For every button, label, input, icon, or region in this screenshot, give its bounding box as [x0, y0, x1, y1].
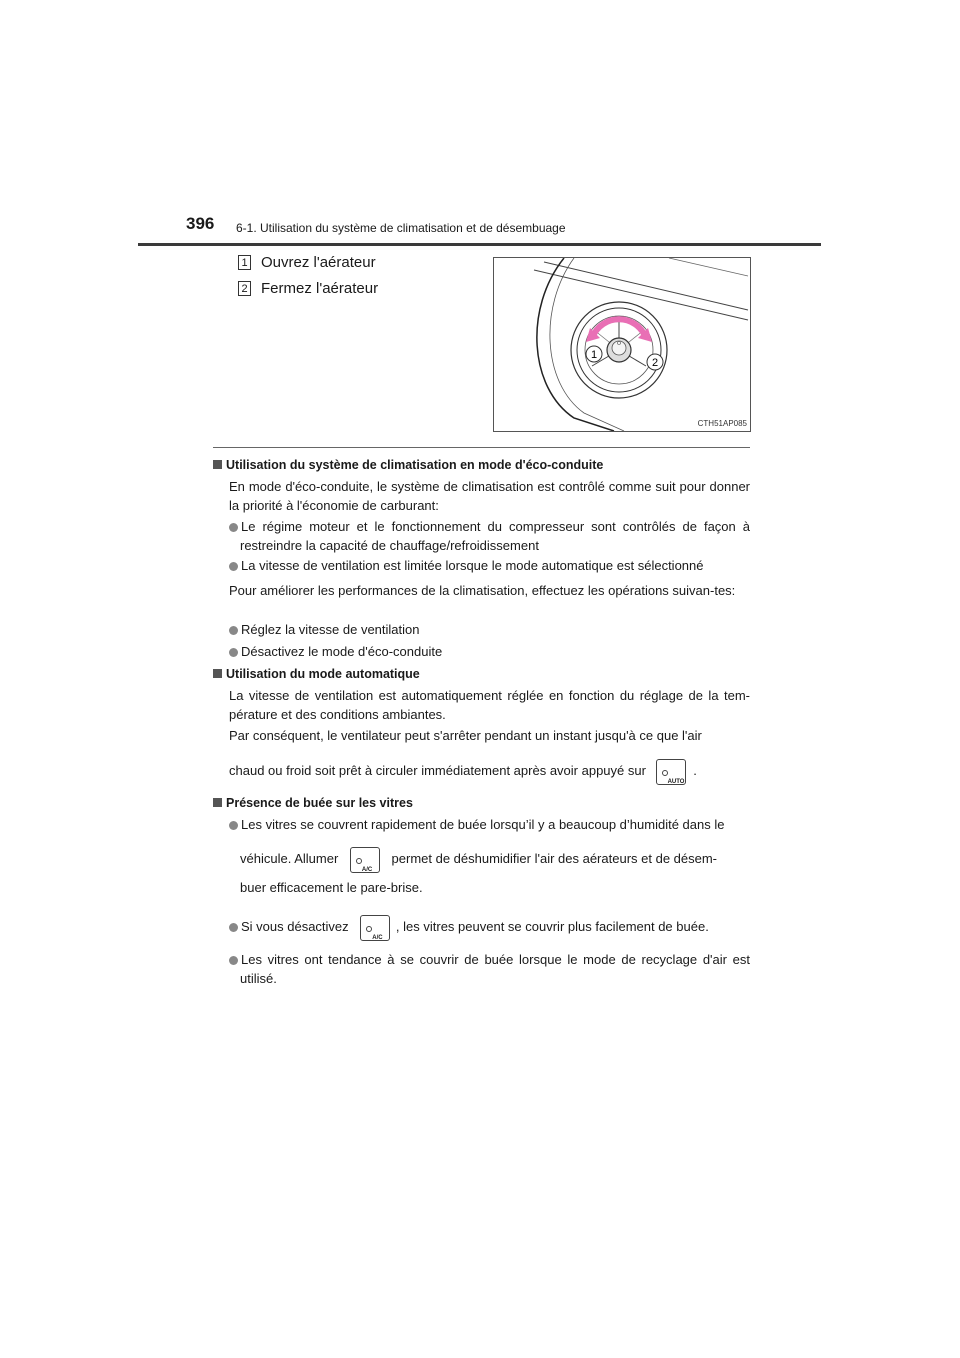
- eco-heading-text: Utilisation du système de climatisation en mode d'éco-conduite: [226, 458, 604, 472]
- eco-intro: En mode d'éco-conduite, le système de climatisation est contrôlé comme suit pour donner la priorité à l'économie de carburant:: [229, 479, 750, 513]
- step-1: [238, 254, 376, 271]
- eco-action-1: Réglez la vitesse de ventilation: [229, 620, 750, 639]
- page-number: 396: [186, 214, 215, 233]
- fog-bullet-1-line-1: Les vitres se couvrent rapidement de buée lorsqu’il y a beaucoup d’humidité dans le: [229, 815, 750, 834]
- step-label: Ouvrez l'aérateur: [261, 254, 376, 271]
- eco-action-2: Désactivez le mode d'éco-conduite: [229, 642, 750, 661]
- step-2: [238, 280, 378, 297]
- auto-button-icon: AUTO: [656, 759, 686, 785]
- fog-heading: [213, 796, 413, 810]
- eco-improve: Pour améliorer les performances de la climatisation, effectuez les opérations suivan-tes:: [229, 583, 736, 598]
- auto-paragraph-2-line-1: Par conséquent, le ventilateur peut s'arrêter pendant un instant jusqu'à ce que l'air: [229, 728, 702, 743]
- square-bullet-icon: [213, 669, 222, 678]
- bullet-dot-icon: [229, 821, 238, 830]
- fog-heading-text: Présence de buée sur les vitres: [226, 796, 413, 810]
- callout-2: 2: [651, 357, 659, 369]
- bullet-dot-icon: [229, 562, 238, 571]
- bullet-dot-icon: [229, 523, 238, 532]
- auto-paragraph-1: La vitesse de ventilation est automatiquement réglée en fonction du réglage de la tem-pérature et des conditions ambiantes.: [229, 688, 750, 722]
- bullet-dot-icon: [229, 923, 238, 932]
- ac-button-icon: A/C: [350, 847, 380, 873]
- auto-heading: [213, 667, 420, 681]
- step-number: 2: [238, 281, 251, 296]
- header-rule: [138, 243, 821, 246]
- bullet-dot-icon: [229, 648, 238, 657]
- section-title: 6-1. Utilisation du système de climatisation et de désembuage: [236, 221, 566, 235]
- eco-bullet-2: La vitesse de ventilation est limitée lorsque le mode automatique est sélectionné: [229, 556, 750, 575]
- square-bullet-icon: [213, 460, 222, 469]
- fog-bullet-1-line-2: véhicule. Allumer A/C permet de déshumidifier l'air des aérateurs et de désem-: [240, 845, 750, 873]
- auto-heading-text: Utilisation du mode automatique: [226, 667, 420, 681]
- auto-paragraph-2-line-2: chaud ou froid soit prêt à circuler immédiatement après avoir appuyé sur AUTO .: [229, 757, 750, 785]
- bullet-dot-icon: [229, 626, 238, 635]
- vent-illustration: [493, 257, 751, 432]
- step-number: 1: [238, 255, 251, 270]
- step-label: Fermez l'aérateur: [261, 280, 379, 297]
- vent-drawing: [494, 258, 750, 431]
- fog-bullet-3: Les vitres ont tendance à se couvrir de buée lorsque le mode de recyclage d'air est utilisé.: [229, 950, 750, 988]
- eco-heading: [213, 458, 603, 472]
- eco-bullet-1: Le régime moteur et le fonctionnement du compresseur sont contrôlés de façon à restreindre la capacité de chauffage/refroidissement: [229, 517, 750, 555]
- fog-bullet-1-line-3: buer efficacement le pare-brise.: [240, 880, 423, 895]
- bullet-dot-icon: [229, 956, 238, 965]
- square-bullet-icon: [213, 798, 222, 807]
- separator-rule: [213, 447, 750, 448]
- callout-1: 1: [590, 349, 598, 361]
- fog-bullet-2: Si vous désactivez A/C , les vitres peuvent se couvrir plus facilement de buée.: [229, 913, 750, 941]
- ac-button-icon: A/C: [360, 915, 390, 941]
- figure-code: CTH51AP085: [697, 419, 747, 428]
